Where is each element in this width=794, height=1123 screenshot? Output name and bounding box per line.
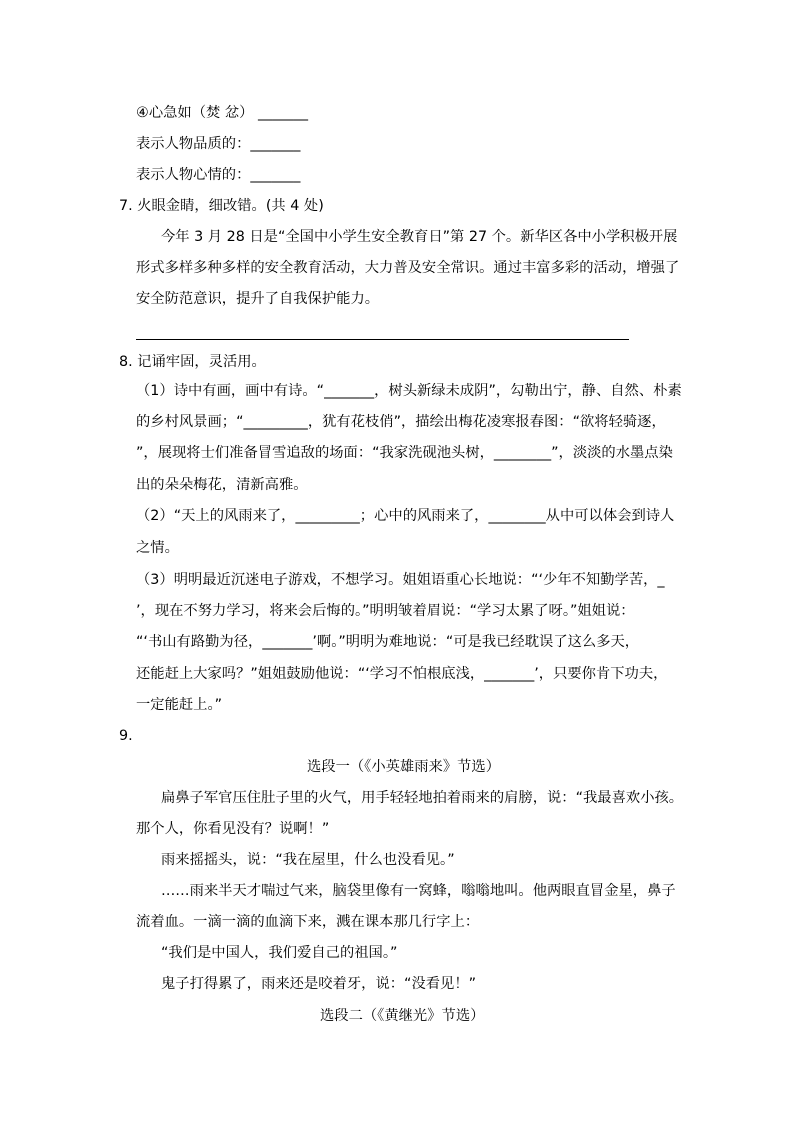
text-line-q8-1d: 出的朵朵梅花，清新高雅。 (136, 477, 308, 493)
text-line-q8-3c: “‘书山有路勤为径，_______’啊。”明明为难地说：“可是我已经耽误了这么多天， (136, 634, 640, 650)
text-line-q9-s1-heading: 选段一（《小英雄雨来》节选） (307, 759, 501, 775)
text-line-q8-title: 8. 记诵牢固，灵活用。 (119, 354, 266, 370)
text-line-q7-p2: 形式多样多种多样的安全教育活动，大力普及安全常识。通过丰富多彩的活动，增强了 (136, 260, 680, 276)
text-line-q8-1b: 的乡村风景画；“_________，犹有花枝俏”，描绘出梅花凌寒报春图：“欲将轻骑逐， (136, 414, 666, 430)
text-line-q6-item4: ④心急如（焚 忿） _______ (136, 105, 309, 121)
text-line-q9-s1-p2: 雨来摇摇头，说：“我在屋里，什么也没看见。” (161, 852, 455, 868)
text-line-q8-3a: （3）明明最近沉迷电子游戏，不想学习。姐姐语重心长地说：“‘少年不知勤学苦，_ (136, 572, 665, 588)
text-line-q6-quality: 表示人物品质的：_______ (136, 136, 301, 152)
text-line-q9-s1-p3a: ……雨来半天才喘过气来，脑袋里像有一窝蜂，嗡嗡地叫。他两眼直冒金星，鼻子 (161, 883, 676, 899)
text-line-q8-3d: 还能赶上大家吗？”姐姐鼓励他说：“‘学习不怕根底浅，_______’，只要你肯下功夫， (136, 666, 668, 682)
text-line-q8-1c: ”，展现将士们准备冒雪追敌的场面：“我家洗砚池头树，________”，淡淡的水墨点染 (136, 445, 673, 461)
text-line-q8-2a: （2）“天上的风雨来了，_________；心中的风雨来了，________从中可以体会到诗人 (136, 508, 675, 524)
text-line-q8-1a: （1）诗中有画，画中有诗。“_______，树头新绿未成阴”，勾勒出宁，静、自然、朴素 (136, 383, 682, 399)
text-line-q9-s1-p4: “我们是中国人，我们爱自己的祖国。” (161, 945, 398, 961)
text-line-q9-s1-p1a: 扁鼻子军官压住肚子里的火气，用手轻轻地拍着雨来的肩膀，说：“我最喜欢小孩。 (161, 790, 684, 806)
text-line-q8-2b: 之情。 (136, 540, 179, 556)
text-line-q9-s2-heading: 选段二（《黄继光》节选） (320, 1008, 485, 1024)
text-line-q7-p1: 今年 3 月 28 日是“全国中小学生安全教育日”第 27 个。新华区各中小学积极开展 (161, 229, 678, 245)
text-line-q7-title: 7. 火眼金睛，细改错。(共 4 处) (119, 198, 324, 214)
text-line-q9-s1-p1b: 那个人，你看见没有？说啊！” (136, 821, 330, 837)
text-line-q6-mood: 表示人物心情的：_______ (136, 167, 301, 183)
text-line-q8-3b: ’，现在不努力学习，将来会后悔的。”明明皱着眉说：“学习太累了呀。”姐姐说： (136, 603, 635, 619)
text-line-q7-p3: 安全防范意识，提升了自我保护能力。 (136, 291, 380, 307)
text-line-q8-3e: 一定能赶上。” (136, 697, 223, 713)
text-line-q9-title: 9. (119, 728, 133, 744)
text-line-q9-s1-p3b: 流着血。一滴一滴的血滴下来，溅在课本那几行字上： (136, 914, 480, 930)
text-line-q9-s1-p5: 鬼子打得累了，雨来还是咬着牙，说：“没看见！” (161, 976, 477, 992)
answer-line-q7 (136, 339, 629, 340)
